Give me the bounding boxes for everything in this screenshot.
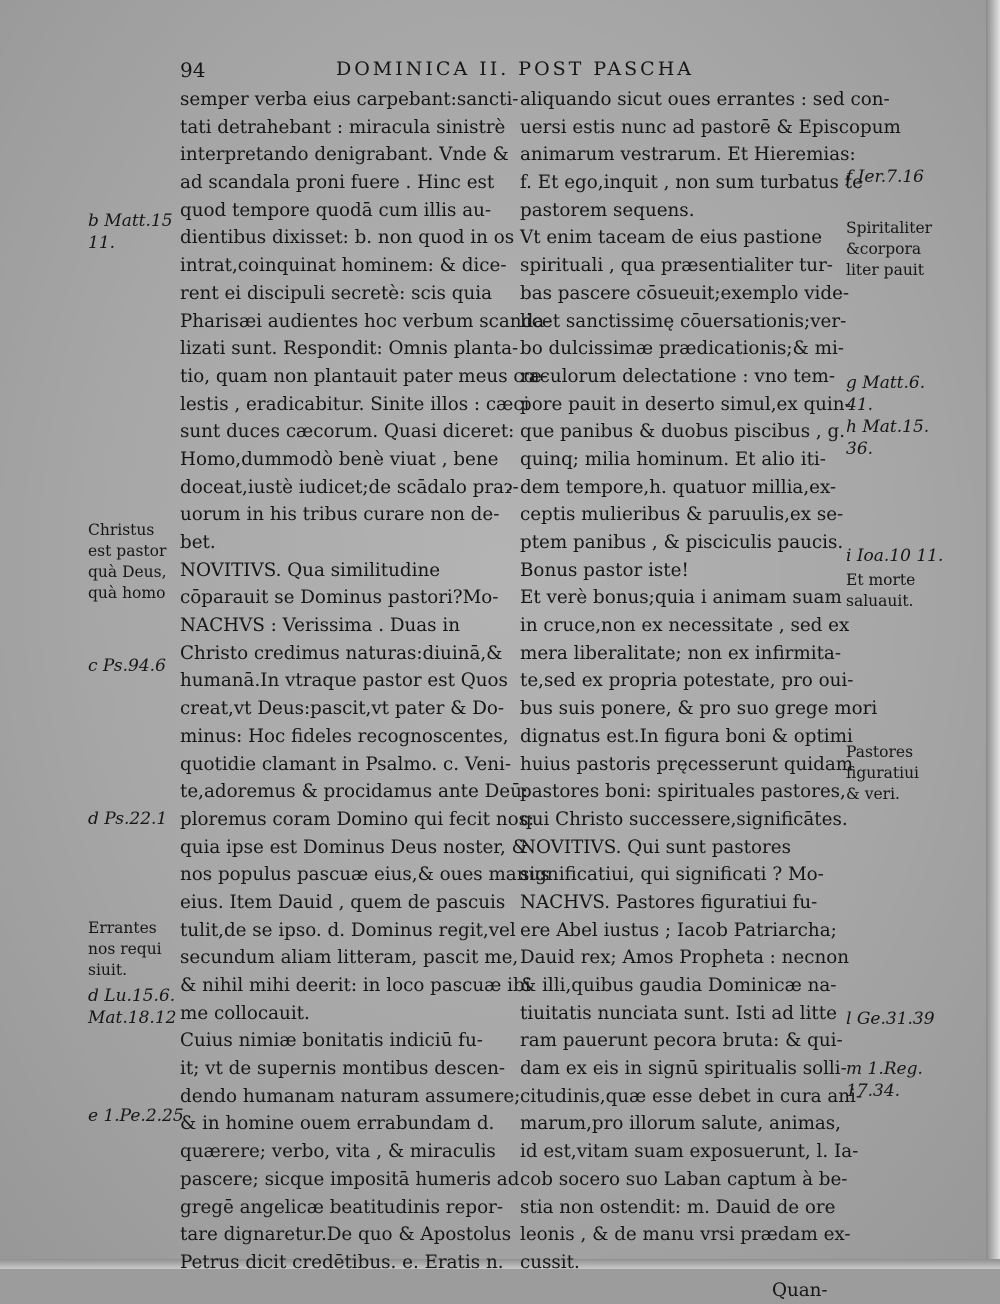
text-line: nos populus pascuæ eius,& oues manus (180, 864, 550, 886)
text-line: & nihil mihi deerit: in loco pascuæ ibi (180, 975, 531, 996)
text-line: Cuius nimiæ bonitatis indiciū fu- (180, 1030, 483, 1052)
text-line: id est,vitam suam exposuerunt, l. Ia- (520, 1141, 859, 1163)
marginal-note-line: figuratiui (846, 764, 920, 782)
text-line: quinq; milia hominum. Et alio iti- (520, 448, 826, 470)
text-line: qui Christo successere,significātes. (520, 808, 848, 830)
text-line: te,sed ex propria potestate, pro oui- (520, 670, 854, 692)
page-header (0, 58, 1000, 88)
marginal-note-d2 (88, 985, 176, 1029)
marginal-note-line: m 1.Reg. (846, 1059, 923, 1079)
text-line: cussit. (520, 1251, 580, 1273)
text-line: ad scandala proni fuere . Hinc est (180, 172, 495, 194)
text-line: ploremus coram Domino qui fecit nos: (180, 808, 535, 830)
text-line: NOVITIVS. Qui sunt pastores (520, 836, 791, 858)
text-line: tati detrahebant : miracula sinistrè (180, 116, 506, 138)
marginal-note-pastoresfig (846, 742, 919, 805)
marginal-note-mortesal (846, 570, 915, 612)
text-line: lizati sunt. Respondit: Omnis planta- (180, 338, 519, 360)
marginal-note-line: Christus (88, 521, 155, 539)
marginal-note-line: liter pauit (846, 261, 924, 279)
text-line: dignatus est.In figura boni & optimi (520, 725, 853, 747)
marginal-note-line: est pastor (88, 542, 167, 560)
marginal-note-line: b Matt.15 (88, 211, 173, 231)
marginal-note-b (88, 210, 173, 254)
marginal-note-line: Spiritaliter (846, 219, 933, 237)
marginal-note-line: quà Deus, (88, 563, 167, 581)
text-line: cob socero suo Laban captum à be- (520, 1168, 848, 1190)
text-line: huius pastoris pręcesserunt quidam (520, 753, 854, 775)
text-line: Petrus dicit credētibus. e. Eratis n. (180, 1251, 504, 1273)
text-line: quotidie clamant in Psalmo. c. Veni- (180, 753, 512, 775)
text-line: citudinis,quæ esse debet in cura ani- (520, 1085, 863, 1107)
text-line: que panibus & duobus piscibus , g. (520, 421, 846, 443)
marginal-note-e (88, 1105, 184, 1127)
text-line: te,adoremus & procidamus ante Deū: (180, 781, 529, 803)
text-line: lestis , eradicabitur. Sinite illos : cæci (180, 393, 530, 415)
text-line: doceat,iustè iudicet;de scādalo praɂ- (180, 476, 519, 498)
marginal-note-line: 36. (846, 439, 874, 459)
text-line: Homo,dummodò benè viuat , bene (180, 448, 499, 470)
text-line: pascere; sicque impositā humeris ad (180, 1168, 520, 1190)
text-line: ceptis mulieribus & paruulis,ex se- (520, 504, 844, 526)
marginal-note-line: 11. (88, 233, 116, 253)
marginal-note-line: i Ioa.10 11. (846, 546, 944, 566)
text-line: Pharisæi audientes hoc verbum scanda- (180, 310, 551, 332)
text-line: Vt enim taceam de eius pastione (520, 227, 823, 249)
text-line: pore pauit in deserto simul,ex quin- (520, 393, 851, 415)
text-line: minus: Hoc fideles recognoscentes, (180, 725, 509, 747)
running-title: DOMINICA II. POST PASCHA (336, 58, 694, 80)
text-line: bas pascere cōsueuit;exemplo vide- (520, 282, 850, 304)
text-line: bet. (180, 532, 216, 553)
text-line: ram pauerunt pecora bruta: & qui- (520, 1030, 843, 1052)
marginal-note-line: quà homo (88, 584, 166, 602)
text-line: eius. Item Dauid , quem de pascuis (180, 891, 506, 913)
marginal-note-line: h Mat.15. (846, 417, 930, 437)
text-line: & illi,quibus gaudia Dominicæ na- (520, 975, 837, 996)
text-line: dem tempore,h. quatuor millia,ex- (520, 476, 837, 498)
text-line: quod tempore quodā cum illis au- (180, 199, 492, 221)
marginal-note-christus (88, 520, 167, 604)
text-line: dam ex eis in signū spiritualis solli- (520, 1058, 847, 1080)
text-line: pastores boni: spirituales pastores, (520, 781, 846, 803)
marginal-note-line: Mat.18.12 (88, 1008, 177, 1028)
text-line: Christo credimus naturas:diuinā,& (180, 642, 503, 664)
marginal-note-line: Errantes (88, 919, 157, 937)
text-line: Dauid rex; Amos Propheta : necnon (520, 947, 850, 969)
marginal-note-line: Pastores (846, 743, 914, 761)
marginal-note-line: d Ps.22.1 (88, 809, 168, 829)
marginal-note-line: Et morte (846, 571, 916, 589)
text-line: marum,pro illorum salute, animas, (520, 1113, 841, 1135)
marginal-note-line: c Ps.94.6 (88, 656, 166, 676)
text-line: uorum in his tribus curare non de- (180, 504, 500, 526)
text-line: humanā.In vtraque pastor est Quos (180, 670, 508, 692)
text-line: semper verba eius carpebant:sancti- (180, 89, 519, 110)
text-line: dendo humanam naturam assumere; (180, 1085, 521, 1107)
marginal-note-d (88, 808, 167, 830)
text-line: bus suis ponere, & pro suo grege mori (520, 698, 878, 720)
text-line: stia non ostendit: m. Dauid de ore (520, 1196, 836, 1218)
text-line: in cruce,non ex necessitate , sed ex (520, 615, 850, 637)
page-edge-right (986, 0, 1000, 1269)
text-line: cōparauit se Dominus pastori?Mo- (180, 587, 499, 609)
text-line: NOVITIVS. Qua similitudine (180, 559, 441, 581)
marginal-note-c (88, 655, 166, 677)
text-line: pastorem sequens. (520, 199, 695, 221)
text-line: tulit,de se ipso. d. Dominus regit,vel (180, 919, 516, 941)
marginal-note-line: g Matt.6. (846, 373, 926, 393)
text-line: tiuitatis nunciata sunt. Isti ad litte (520, 1002, 837, 1024)
text-line: quia ipse est Dominus Deus noster, & (180, 836, 528, 858)
text-line: & in homine ouem errabundam d. (180, 1113, 495, 1135)
text-line: tio, quam non plantauit pater meus cœ- (180, 365, 548, 387)
catchword: Quan- (772, 1279, 828, 1301)
marginal-note-line: 17.34. (846, 1081, 901, 1101)
marginal-note-line: & veri. (846, 785, 900, 803)
text-line: aliquando sicut oues errantes : sed con- (520, 89, 890, 110)
text-line: it; vt de supernis montibus descen- (180, 1058, 506, 1080)
text-line: Bonus pastor iste! (520, 559, 689, 581)
text-line: leonis , & de manu vrsi prædam ex- (520, 1224, 851, 1246)
text-line: intrat,coinquinat hominem: & dice- (180, 255, 507, 277)
text-line: f. Et ego,inquit , non sum turbatus te (520, 172, 863, 194)
marginal-note-line: siuit. (88, 961, 128, 979)
marginal-note-line: f Ier.7.16 (846, 167, 924, 187)
text-line: significatiui, qui significati ? Mo- (520, 864, 824, 886)
text-line: bo dulcissimæ prædicationis;& mi- (520, 338, 844, 360)
text-line: Et verè bonus;quia i animam suam (520, 587, 842, 609)
text-line: uersi estis nunc ad pastorē & Episcopum (520, 116, 901, 138)
text-line: dientibus dixisset: b. non quod in os (180, 227, 515, 249)
marginal-note-line: &corpora (846, 240, 922, 258)
marginal-note-m (846, 1058, 923, 1102)
text-line: tare dignaretur.De quo & Apostolus (180, 1224, 512, 1246)
text-line: ere Abel iustus ; Iacob Patriarcha; (520, 919, 837, 941)
text-line: me collocauit. (180, 1002, 310, 1024)
marginal-note-h (846, 416, 929, 460)
text-line: interpretando denigrabant. Vnde & (180, 144, 509, 166)
text-line: raculorum delectatione : vno tem- (520, 365, 836, 387)
text-line: secundum aliam litteram, pascit me, (180, 947, 519, 969)
marginal-note-f (846, 166, 924, 188)
text-line: quærere; verbo, vita , & miraculis (180, 1141, 496, 1163)
text-line: NACHVS : Verissima . Duas in (180, 615, 460, 637)
text-line: animarum vestrarum. Et Hieremias: (520, 144, 856, 166)
marginal-note-line: e 1.Pe.2.25 (88, 1106, 184, 1126)
marginal-note-l (846, 1008, 935, 1030)
text-line: spirituali , qua præsentialiter tur- (520, 255, 833, 277)
marginal-note-line: 41. (846, 395, 874, 415)
text-line: rent ei discipuli secretè: scis quia (180, 282, 492, 304)
text-line: ptem panibus , & pisciculis paucis. (520, 532, 844, 553)
text-line: gregē angelicæ beatitudinis repor- (180, 1196, 503, 1218)
marginal-note-line: saluauit. (846, 592, 914, 610)
text-line: NACHVS. Pastores figuratiui fu- (520, 891, 818, 913)
marginal-note-g (846, 372, 925, 416)
marginal-note-spiritaliter (846, 218, 932, 281)
text-line: mera liberalitate; non ex infirmita- (520, 642, 841, 664)
marginal-note-line: nos requi (88, 940, 162, 958)
marginal-note-line: d Lu.15.6. (88, 986, 176, 1006)
marginal-note-i (846, 545, 943, 567)
text-line: sunt duces cæcorum. Quasi diceret: (180, 421, 515, 443)
text-line: licet sanctissimę cōuersationis;ver- (520, 310, 847, 332)
marginal-note-line: l Ge.31.39 (846, 1009, 935, 1029)
text-line: creat,vt Deus:pascit,vt pater & Do- (180, 698, 505, 720)
page-number: 94 (180, 58, 206, 82)
marginal-note-errantes (88, 918, 162, 981)
